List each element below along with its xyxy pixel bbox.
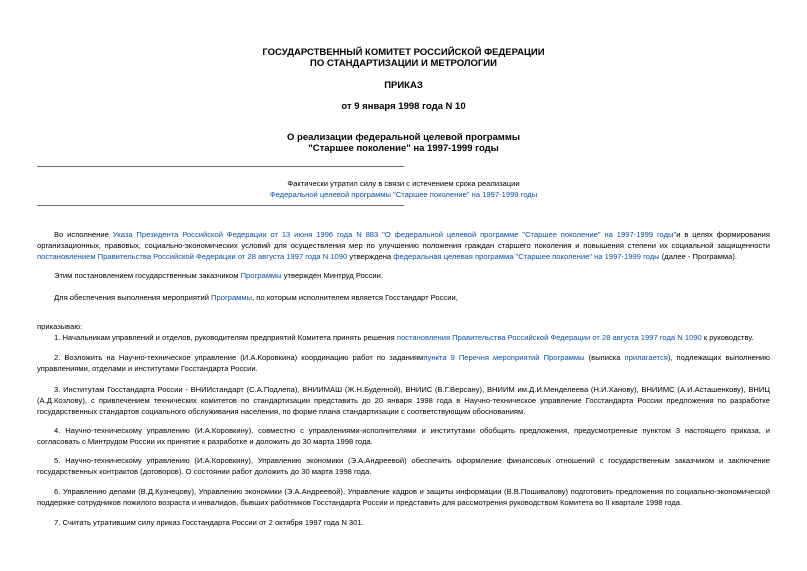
divider-bottom bbox=[37, 205, 404, 206]
doc-date-number: от 9 января 1998 года N 10 bbox=[341, 101, 466, 112]
order-item-3: 3. Институтам Госстандарта России - ВНИИстандарт (С.А.Подлепа), ВНИИМАШ (Ж.Н.Буденной), ВНИИС (В.Г.Версану), ВНИИМ им.Д.И.Менделеева (Н.И.Ханову), ВНИИМС (А.И.Асташенкову), ВНИЦ (А.Д.Козлову), с привлечением технических комитетов по стандартизации представить до 20 января 1998 года в Научно-техническое управление Госстандарта России предложения по разработке государственных стандартов социального обслуживания населения, по форме плана стандартизации с соответствующим обоснованиям. bbox=[37, 385, 770, 416]
doc-title-line1: О реализации федеральной целевой программы bbox=[287, 132, 520, 143]
attachment-link[interactable]: прилагается bbox=[624, 353, 668, 362]
order-item-2: 2. Возложить на Научно-техническое управление (И.А.Коровкина) координацию работ по заданиямпункта 9 Перечня мероприятий Программы (выписка прилагается), подлежащих выполнению управлениями, отделами и институтами Госстандарта России. bbox=[37, 353, 770, 373]
org-name-line2: ПО СТАНДАРТИЗАЦИИ И МЕТРОЛОГИИ bbox=[310, 58, 497, 69]
decree-link[interactable]: Указа Президента Российской Федерации от 13 июня 1996 года N 883 "О федеральной целевой программе "Старшее поколение" на 1997-1999 годы" bbox=[112, 230, 677, 239]
preamble-paragraph-1: Во исполнение Указа Президента Российской Федерации от 13 июня 1996 года N 883 "О федеральной целевой программе "Старшее поколение" на 1997-1999 годы"и в целях формирования организационных, правовых, социально-экономических условий для осуществления мер по улучшению положения граждан старшего поколения и повышения степени их социальной защищенности постановлением Правительства Российской Федерации от 28 августа 1997 года N 1090 утверждена федеральная целевая программа "Старшее поколение" на 1997-1999 годы (далее - Программа). bbox=[37, 230, 770, 261]
program-link-3[interactable]: Программы bbox=[211, 293, 253, 302]
program-item-link[interactable]: пункта 9 Перечня мероприятий Программы bbox=[423, 353, 585, 362]
order-word: приказываю: bbox=[37, 322, 83, 331]
order-item-7: 7. Считать утратившим силу приказ Госстандарта России от 2 октября 1997 года N 301. bbox=[54, 518, 364, 527]
resolution-link-2[interactable]: постановления Правительства Российской Федерации от 28 августа 1997 года N 1090 bbox=[396, 333, 702, 342]
status-note-text: Фактически утратил силу в связи с истечением срока реализации bbox=[287, 179, 520, 188]
program-link[interactable]: федеральная целевая программа "Старшее поколение" на 1997-1999 годы bbox=[393, 252, 660, 261]
order-item-6: 6. Управлению делами (В.Д.Кузнецову), Управлению экономики (Э.А.Андреевой), Управление кадров и защиты информации (В.В.Пошивалову) подготовить предложения по социально-экономической поддержке сотрудников пожилого возраста и инвалидов, бывших работников Госстандарта России и представить для рассмотрения руководством Комитета во II квартале 1998 года. bbox=[37, 487, 770, 507]
order-item-4: 4. Научно-техническому управлению (И.А.Коровкину), совместно с управлениями-исполнителями и институтами обобщить предложения, предусмотренные пунктом 3 настоящего приказа, и согласовать с Минтрудом России их принятие к разработке и доложить до 30 марта 1998 года. bbox=[37, 426, 770, 446]
order-item-5: 5. Научно-техническому управлению (И.А.Коровкину), Управлению экономики (Э.А.Андреевой) обеспечить оформление финансовых отношений с государственным заказчиком и заключение государственных контрактов (договоров). О состоянии работ доложить до 30 марта 1998 года. bbox=[37, 456, 770, 476]
preamble-paragraph-2: Этим постановлением государственным заказчиком Программы утвержден Минтруд России. bbox=[54, 271, 384, 280]
doc-title-line2: "Старшее поколение" на 1997-1999 годы bbox=[308, 143, 499, 154]
divider-top bbox=[37, 166, 404, 167]
program-link-2[interactable]: Программы bbox=[240, 271, 282, 280]
doc-type: ПРИКАЗ bbox=[384, 80, 423, 91]
org-name-line1: ГОСУДАРСТВЕННЫЙ КОМИТЕТ РОССИЙСКОЙ ФЕДЕРАЦИИ bbox=[262, 47, 545, 58]
order-item-1: 1. Начальникам управлений и отделов, руководителям предприятий Комитета принять решения постановления Правительства Российской Федерации от 28 августа 1997 года N 1090 к руководству. bbox=[54, 333, 754, 342]
preamble-paragraph-3: Для обеспечения выполнения мероприятий Программы, по которым исполнителем является Госстандарт России, bbox=[54, 293, 458, 302]
status-note-link[interactable]: Федеральной целевой программы "Старшее поколение" на 1997-1999 годы bbox=[269, 190, 538, 199]
resolution-link[interactable]: постановлением Правительства Российской Федерации от 28 августа 1997 года N 1090 bbox=[37, 252, 348, 261]
